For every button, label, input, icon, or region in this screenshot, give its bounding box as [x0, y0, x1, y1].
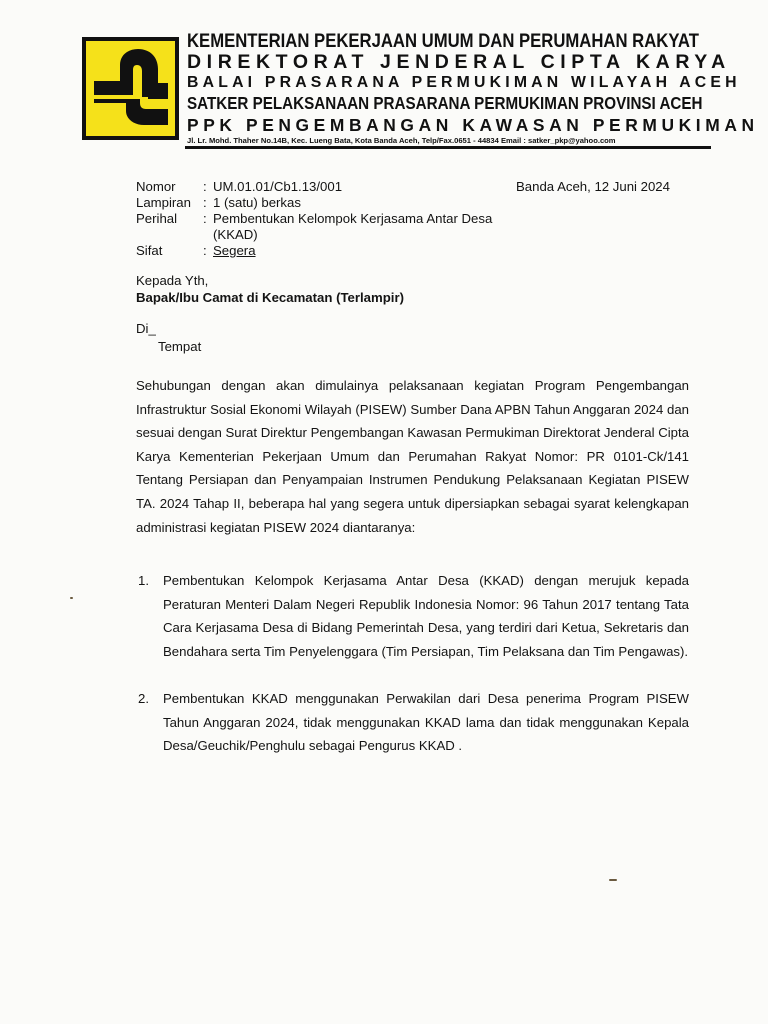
- letterhead-directorate: DIREKTORAT JENDERAL CIPTA KARYA: [187, 51, 731, 73]
- list-item-number: 1.: [138, 573, 149, 588]
- pu-logo-icon: [82, 37, 179, 140]
- kepada-yth: Kepada Yth,: [136, 273, 209, 288]
- letterhead-divider: [185, 146, 711, 149]
- scan-speck: [609, 879, 617, 881]
- letterhead-address: Jl. Lr. Mohd. Thaher No.14B, Kec. Lueng Bata, Kota Banda Aceh, Telp/Fax.0651 - 44834 Email : satker_pkp@yahoo.com: [187, 136, 616, 145]
- lampiran-label: Lampiran: [136, 195, 191, 210]
- sifat-value: Segera: [213, 243, 256, 258]
- colon: :: [203, 211, 207, 226]
- tempat-label: Tempat: [158, 339, 202, 354]
- list-item-text: Pembentukan KKAD menggunakan Perwakilan dari Desa penerima Program PISEW Tahun Anggaran 2024, tidak menggunakan KKAD lama dan tidak menggunakan Kepala Desa/Geuchik/Penghulu sebagai Pengurus KKAD .: [163, 691, 689, 754]
- letterhead-ppk: PPK PENGEMBANGAN KAWASAN PERMUKIMAN: [187, 115, 759, 135]
- recipient: Bapak/Ibu Camat di Kecamatan (Terlampir): [136, 290, 404, 305]
- nomor-label: Nomor: [136, 179, 176, 194]
- perihal-label: Perihal: [136, 211, 178, 226]
- perihal-value: Pembentukan Kelompok Kerjasama Antar Desa: [213, 211, 493, 226]
- letterhead-balai: BALAI PRASARANA PERMUKIMAN WILAYAH ACEH: [187, 74, 741, 91]
- ministry-logo: [82, 37, 179, 140]
- colon: :: [203, 179, 207, 194]
- nomor-value: UM.01.01/Cb1.13/001: [213, 179, 343, 194]
- list-item-number: 2.: [138, 691, 149, 706]
- list-item-text: Pembentukan Kelompok Kerjasama Antar Desa (KKAD) dengan merujuk kepada Peraturan Menteri Dalam Negeri Republik Indonesia Nomor: 96 Tahun 2017 tentang Tata Cara Kerjasama Desa di Bidang Pemerintah Desa, yang terdiri dari Ketua, Sekretaris dan Bendahara serta Tim Penyelenggara (Tim Persiapan, Tim Pelaksana dan Tim Pengawas).: [163, 573, 689, 659]
- letterhead-ministry: KEMENTERIAN PEKERJAAN UMUM DAN PERUMAHAN RAKYAT: [187, 31, 699, 52]
- perihal-value-cont: (KKAD): [213, 227, 258, 242]
- letterhead-satker: SATKER PELAKSANAAN PRASARANA PERMUKIMAN PROVINSI ACEH: [187, 93, 703, 113]
- place-date: Banda Aceh, 12 Juni 2024: [516, 179, 670, 194]
- body-paragraph: Sehubungan dengan akan dimulainya pelaksanaan kegiatan Program Pengembangan Infrastruktur Sosial Ekonomi Wilayah (PISEW) Sumber Dana APBN Tahun Anggaran 2024 dan sesuai dengan Surat Direktur Pengembangan Kawasan Permukiman Direktorat Jenderal Cipta Karya Kementerian Pekerjaan Umum dan Perumahan Rakyat Nomor: PR 0101-Ck/141 Tentang Persiapan dan Penyampaian Instrumen Pendukung Pelaksanaan Kegiatan PISEW TA. 2024 Tahap II, beberapa hal yang segera untuk dipersiapkan sebagai syarat kelengkapan administrasi kegiatan PISEW 2024 diantaranya:: [136, 378, 689, 535]
- sifat-label: Sifat: [136, 243, 163, 258]
- di-label: Di_: [136, 321, 156, 336]
- scan-speck: [70, 597, 73, 599]
- letterhead: [187, 31, 759, 147]
- lampiran-value: 1 (satu) berkas: [213, 195, 301, 210]
- colon: :: [203, 195, 207, 210]
- colon: :: [203, 243, 207, 258]
